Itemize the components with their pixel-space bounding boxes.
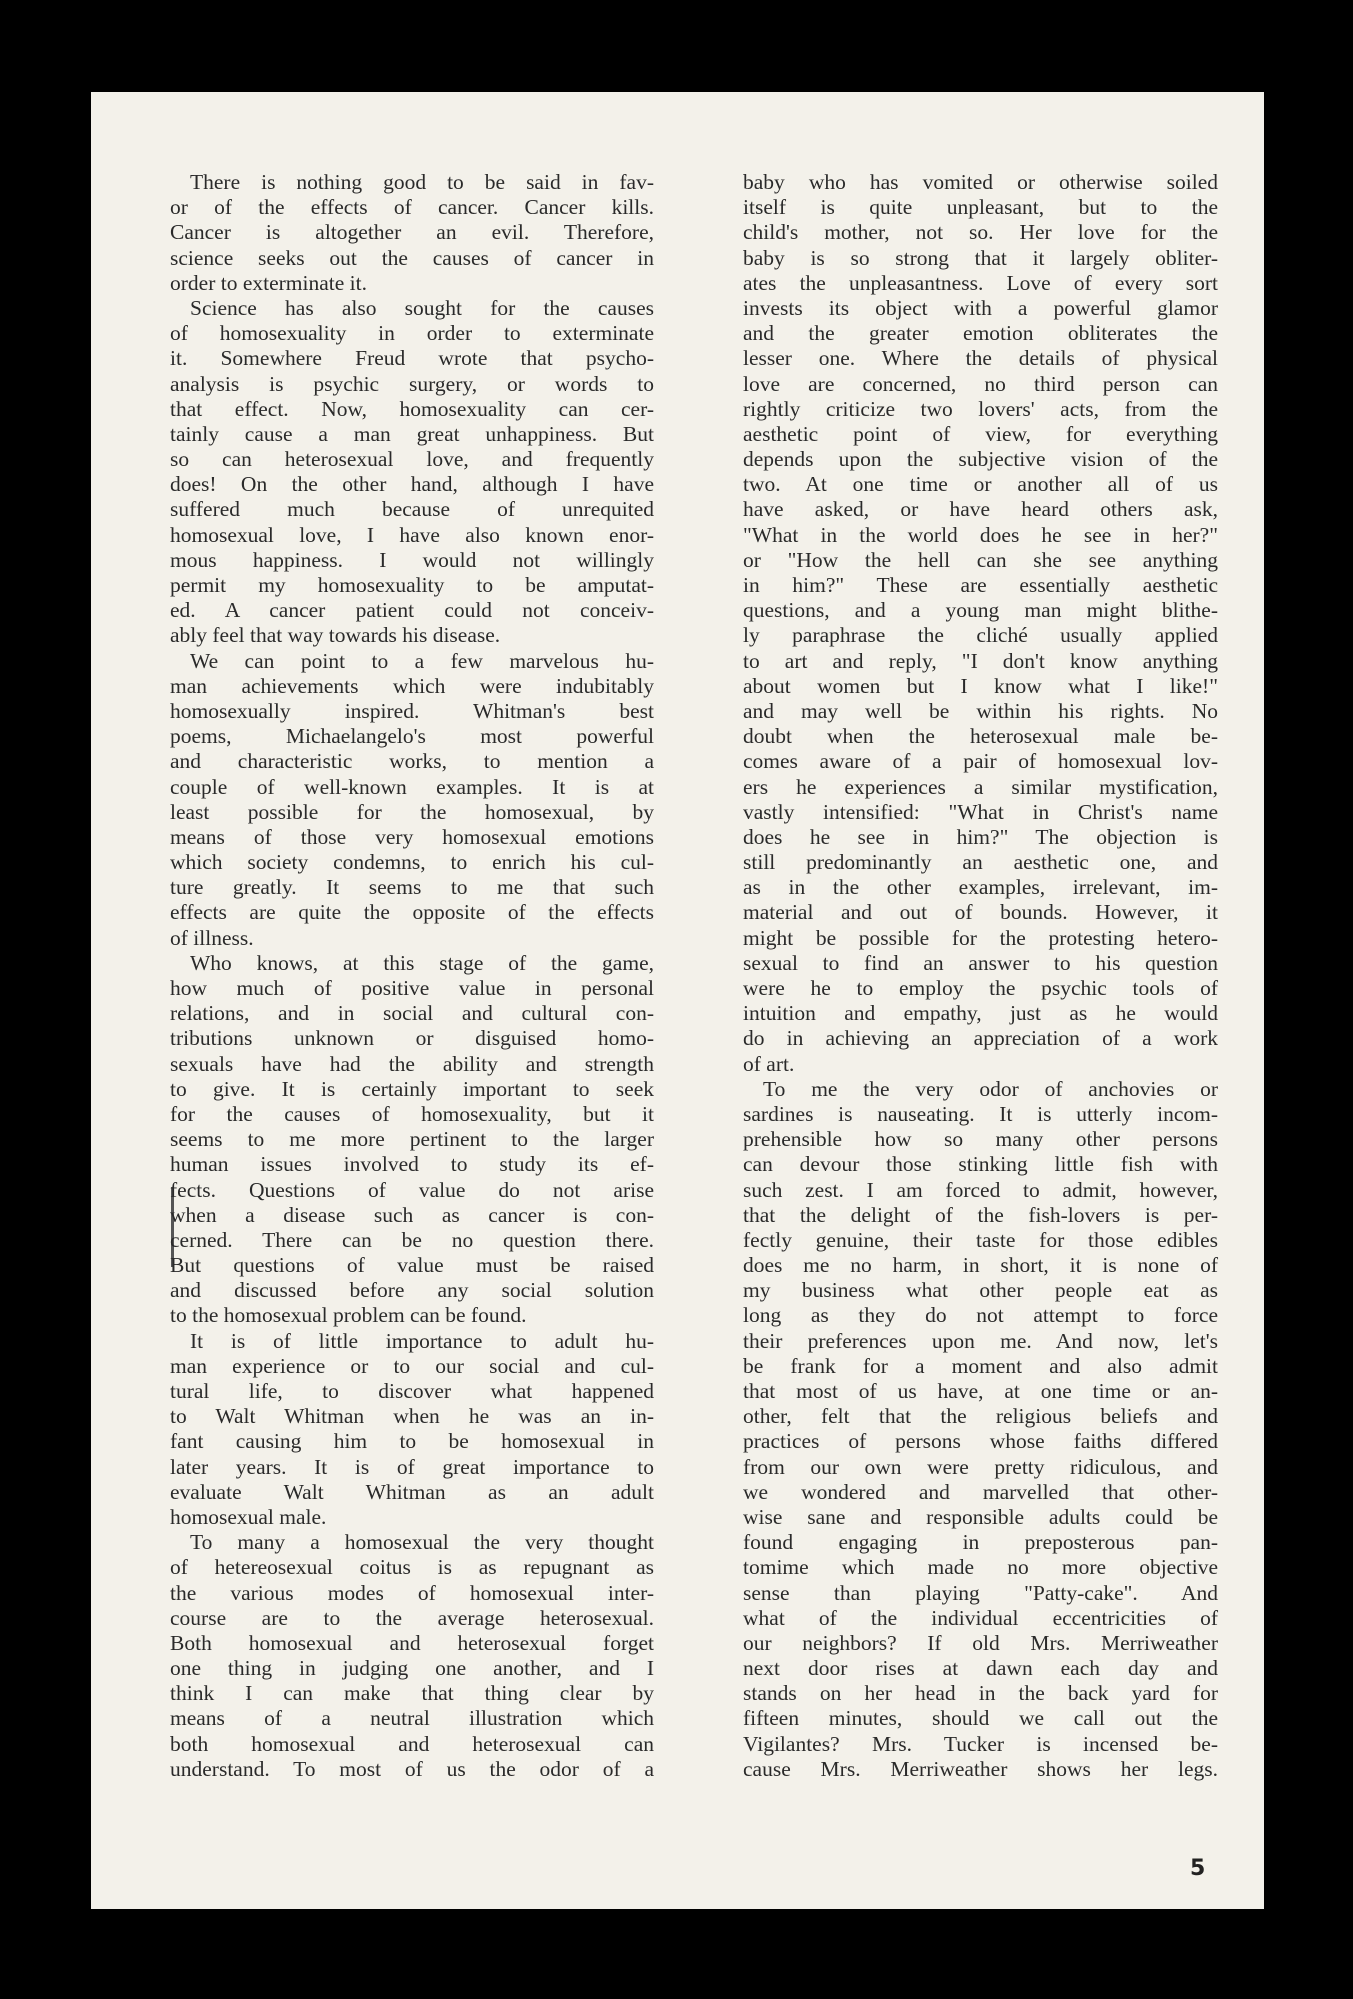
text-line: of hetereosexual coitus is as repugnant as: [170, 1555, 654, 1580]
text-line: Both homosexual and heterosexual forget: [170, 1630, 654, 1655]
text-line: to the homosexual problem can be found.: [170, 1303, 527, 1328]
text-line: tributions unknown or disguised homo-: [170, 1026, 654, 1051]
text-line: Cancer is altogether an evil. Therefore,: [170, 220, 654, 245]
text-line: stands on her head in the back yard for: [743, 1681, 1218, 1706]
text-line: baby who has vomited or otherwise soiled: [743, 170, 1218, 194]
text-line: it. Somewhere Freud wrote that psycho-: [170, 346, 654, 371]
text-line: homosexual love, I have also known enor-: [170, 522, 654, 547]
text-line: both homosexual and heterosexual can: [170, 1731, 654, 1756]
text-line: ture greatly. It seems to me that such: [170, 875, 654, 900]
text-line: cerned. There can be no question there.: [170, 1227, 654, 1252]
text-line: rightly criticize two lovers' acts, from the: [743, 396, 1218, 421]
text-line: homosexual male.: [170, 1504, 327, 1529]
text-line: tural life, to discover what happened: [170, 1379, 654, 1403]
text-line: does me no harm, in short, it is none of: [743, 1253, 1218, 1278]
text-line: can devour those stinking little fish with: [743, 1152, 1218, 1177]
text-line: "What in the world does he see in her?": [743, 522, 1218, 547]
text-line: mous happiness. I would not willingly: [170, 547, 654, 572]
text-line: aesthetic point of view, for everything: [743, 421, 1218, 446]
text-line: might be possible for the protesting hetero-: [743, 925, 1218, 950]
text-line: one thing in judging one another, and I: [170, 1656, 654, 1681]
text-line: other, felt that the religious beliefs and: [743, 1404, 1218, 1429]
text-line: man achievements which were indubitably: [170, 673, 654, 698]
text-line: when a disease such as cancer is con-: [170, 1202, 654, 1227]
text-line: suffered much because of unrequited: [170, 497, 654, 522]
paragraph: [170, 951, 654, 1329]
text-line: couple of well-known examples. It is at: [170, 774, 654, 799]
text-line: love are concerned, no third person can: [743, 371, 1218, 396]
text-line: sexuals have had the ability and strength: [170, 1051, 654, 1076]
text-line: least possible for the homosexual, by: [170, 799, 654, 824]
text-line: ly paraphrase the cliché usually applied: [743, 623, 1218, 648]
text-line: Science has also sought for the causes: [190, 295, 654, 320]
text-line: tomime which made no more objective: [743, 1555, 1218, 1580]
text-line: found engaging in preposterous pan-: [743, 1530, 1218, 1555]
text-line: ates the unpleasantness. Love of every sort: [743, 270, 1218, 295]
text-line: how much of positive value in personal: [170, 976, 654, 1000]
text-line: doubt when the heterosexual male be-: [743, 724, 1218, 749]
text-line: their preferences upon me. And now, let's: [743, 1328, 1218, 1353]
text-line: the various modes of homosexual inter-: [170, 1580, 654, 1605]
text-line: that most of us have, at one time or an-: [743, 1379, 1218, 1403]
text-line: does he see in him?" The objection is: [743, 824, 1218, 849]
page-number: 5: [1190, 1856, 1206, 1881]
text-line: or of the effects of cancer. Cancer kills.: [170, 195, 654, 220]
text-line: practices of persons whose faiths differed: [743, 1429, 1218, 1454]
text-line: and characteristic works, to mention a: [170, 749, 654, 774]
text-line: effects are quite the opposite of the effects: [170, 900, 654, 925]
text-line: of art.: [743, 1051, 795, 1076]
text-line: and the greater emotion obliterates the: [743, 321, 1218, 346]
text-line: comes aware of a pair of homosexual lov-: [743, 749, 1218, 774]
paragraph: [170, 1530, 654, 1782]
text-line: long as they do not attempt to force: [743, 1303, 1218, 1328]
text-line: ers he experiences a similar mystification,: [743, 774, 1218, 799]
paragraph: [743, 170, 1218, 1077]
text-line: have asked, or have heard others ask,: [743, 497, 1218, 522]
text-line: invests its object with a powerful glamor: [743, 295, 1218, 320]
text-line: seems to me more pertinent to the larger: [170, 1127, 654, 1152]
text-line: fects. Questions of value do not arise: [170, 1177, 654, 1202]
text-line: in him?" These are essentially aesthetic: [743, 573, 1218, 597]
text-line: such zest. I am forced to admit, however,: [743, 1177, 1218, 1202]
text-line: wise sane and responsible adults could be: [743, 1504, 1218, 1529]
text-line: be frank for a moment and also admit: [743, 1353, 1218, 1378]
text-line: We can point to a few marvelous hu-: [190, 648, 654, 673]
text-line: that effect. Now, homosexuality can cer-: [170, 396, 654, 421]
paragraph: [170, 1329, 654, 1531]
paragraph: [170, 296, 654, 649]
text-line: To me the very odor of anchovies or: [763, 1076, 1218, 1101]
text-line: material and out of bounds. However, it: [743, 900, 1218, 925]
text-line: to give. It is certainly important to seek: [170, 1076, 654, 1101]
text-line: which society condemns, to enrich his cul-: [170, 850, 654, 875]
text-line: sardines is nauseating. It is utterly incom-: [743, 1101, 1218, 1126]
text-line: baby is so strong that it largely obliter-: [743, 245, 1218, 270]
text-line: analysis is psychic surgery, or words to: [170, 371, 654, 396]
paragraph: [170, 170, 654, 296]
text-line: relations, and in social and cultural con-: [170, 1001, 654, 1026]
text-line: man experience or to our social and cul-: [170, 1353, 654, 1378]
text-line: next door rises at dawn each day and: [743, 1656, 1218, 1681]
text-line: tainly cause a man great unhappiness. But: [170, 421, 654, 446]
text-line: what of the individual eccentricities of: [743, 1605, 1218, 1630]
text-line: from our own were pretty ridiculous, and: [743, 1454, 1218, 1479]
text-line: as in the other examples, irrelevant, im-: [743, 875, 1218, 900]
text-line: so can heterosexual love, and frequently: [170, 447, 654, 472]
text-line: does! On the other hand, although I have: [170, 472, 654, 497]
magazine-page: [91, 92, 1264, 1909]
text-line: fectly genuine, their taste for those edibles: [743, 1227, 1218, 1252]
text-line: for the causes of homosexuality, but it: [170, 1101, 654, 1126]
text-column-right: [743, 170, 1218, 1782]
paragraph: [743, 1077, 1218, 1782]
text-line: evaluate Walt Whitman as an adult: [170, 1479, 654, 1504]
text-line: think I can make that thing clear by: [170, 1681, 654, 1706]
text-line: ed. A cancer patient could not conceiv-: [170, 598, 654, 623]
paragraph: [170, 649, 654, 951]
text-line: intuition and empathy, just as he would: [743, 1001, 1218, 1026]
text-line: about women but I know what I like!": [743, 673, 1218, 698]
text-line: permit my homosexuality to be amputat-: [170, 573, 654, 597]
text-line: To many a homosexual the very thought: [190, 1530, 654, 1555]
text-line: to art and reply, "I don't know anything: [743, 648, 1218, 673]
text-line: of illness.: [170, 925, 254, 950]
text-line: means of those very homosexual emotions: [170, 824, 654, 849]
text-line: fant causing him to be homosexual in: [170, 1429, 654, 1454]
text-line: There is nothing good to be said in fav-: [190, 170, 654, 194]
text-line: Vigilantes? Mrs. Tucker is incensed be-: [743, 1731, 1218, 1756]
text-line: and discussed before any social solution: [170, 1278, 654, 1303]
text-line: sexual to find an answer to his question: [743, 950, 1218, 975]
text-line: two. At one time or another all of us: [743, 472, 1218, 497]
text-line: child's mother, not so. Her love for the: [743, 220, 1218, 245]
text-line: homosexually inspired. Whitman's best: [170, 698, 654, 723]
text-line: questions, and a young man might blithe-: [743, 598, 1218, 623]
text-line: course are to the average heterosexual.: [170, 1605, 654, 1630]
text-line: fifteen minutes, should we call out the: [743, 1706, 1218, 1731]
text-line: our neighbors? If old Mrs. Merriweather: [743, 1630, 1218, 1655]
text-line: we wondered and marvelled that other-: [743, 1479, 1218, 1504]
text-line: itself is quite unpleasant, but to the: [743, 195, 1218, 220]
text-line: science seeks out the causes of cancer in: [170, 245, 654, 270]
text-line: still predominantly an aesthetic one, and: [743, 850, 1218, 875]
text-line: and may well be within his rights. No: [743, 698, 1218, 723]
text-line: But questions of value must be raised: [170, 1253, 654, 1278]
text-line: poems, Michaelangelo's most powerful: [170, 724, 654, 749]
text-line: lesser one. Where the details of physical: [743, 346, 1218, 371]
text-line: prehensible how so many other persons: [743, 1127, 1218, 1152]
text-line: ably feel that way towards his disease.: [170, 623, 501, 648]
text-line: or "How the hell can she see anything: [743, 547, 1218, 572]
text-line: depends upon the subjective vision of the: [743, 447, 1218, 472]
text-line: do in achieving an appreciation of a work: [743, 1026, 1218, 1051]
text-line: that the delight of the fish-lovers is per-: [743, 1202, 1218, 1227]
text-line: to Walt Whitman when he was an in-: [170, 1404, 654, 1429]
text-line: of homosexuality in order to exterminate: [170, 321, 654, 346]
text-line: my business what other people eat as: [743, 1278, 1218, 1303]
text-line: were he to employ the psychic tools of: [743, 976, 1218, 1000]
text-line: later years. It is of great importance to: [170, 1454, 654, 1479]
text-line: human issues involved to study its ef-: [170, 1152, 654, 1177]
text-line: order to exterminate it.: [170, 270, 368, 295]
text-line: Who knows, at this stage of the game,: [190, 950, 654, 975]
text-line: understand. To most of us the odor of a: [170, 1756, 654, 1781]
text-line: means of a neutral illustration which: [170, 1706, 654, 1731]
text-line: sense than playing "Patty-cake". And: [743, 1580, 1218, 1605]
text-column-left: [170, 170, 654, 1782]
text-line: cause Mrs. Merriweather shows her legs.: [743, 1756, 1218, 1781]
text-line: It is of little importance to adult hu-: [190, 1328, 654, 1353]
text-line: vastly intensified: "What in Christ's name: [743, 799, 1218, 824]
